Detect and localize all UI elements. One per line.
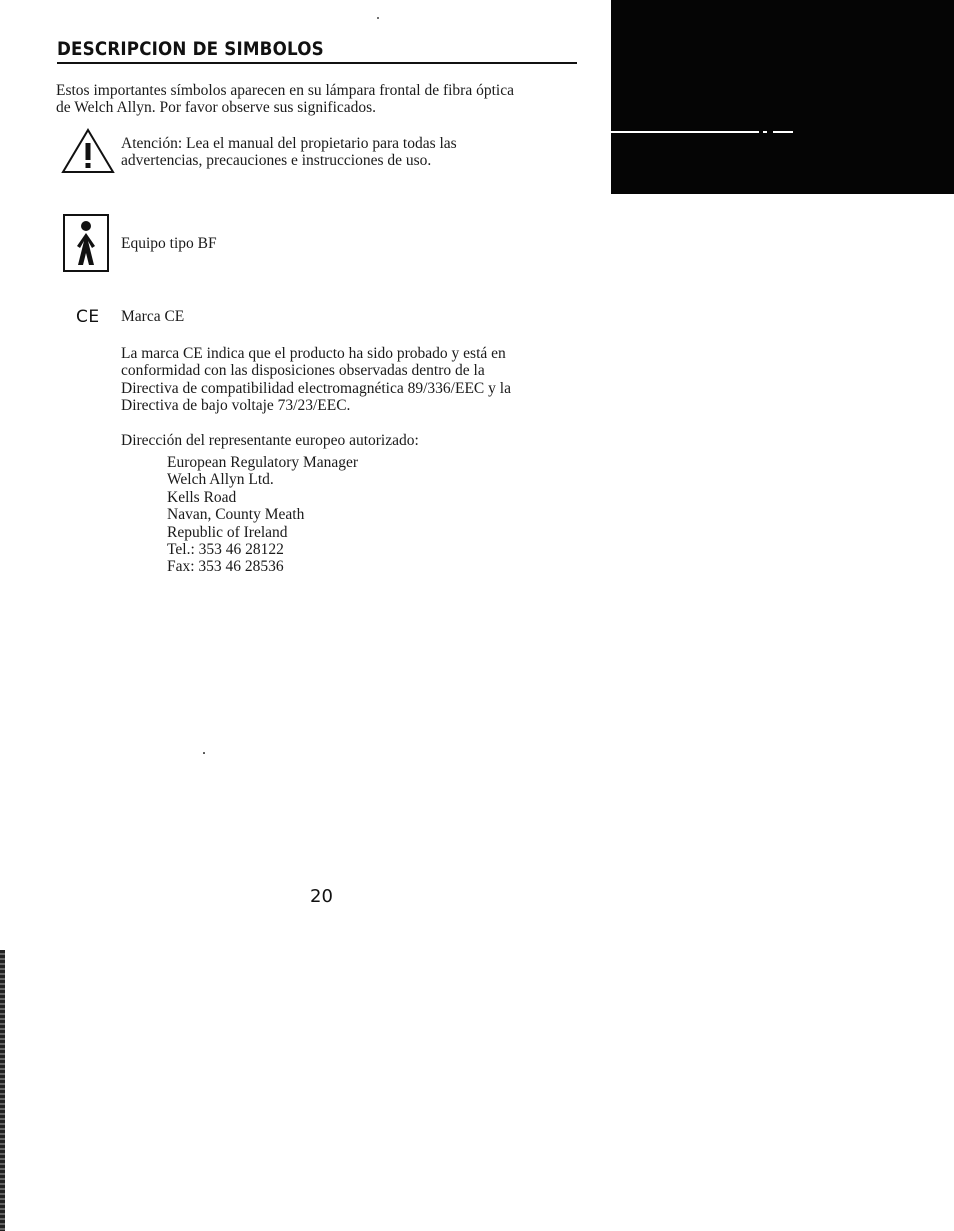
ce-label: Marca CE — [121, 308, 185, 325]
scan-speck — [377, 17, 379, 19]
warning-triangle-icon — [61, 128, 115, 174]
ce-description-line: La marca CE indica que el producto ha sido probado y está en — [121, 345, 506, 362]
scan-edge — [0, 950, 5, 1231]
title-underline — [57, 62, 577, 64]
tab-rule — [611, 131, 759, 133]
representative-address — [167, 454, 358, 576]
warning-line: advertencias, precauciones e instrucciones de uso. — [121, 152, 432, 170]
tab-rule-dot — [763, 131, 767, 133]
page-number: 20 — [310, 886, 333, 907]
bf-label: Equipo tipo BF — [121, 235, 217, 252]
address-line: Fax: 353 46 28536 — [167, 558, 284, 576]
ce-description-line: Directiva de bajo voltaje 73/23/EEC. — [121, 397, 351, 415]
page-title: DESCRIPCION DE SIMBOLOS — [57, 38, 324, 60]
scan-speck — [203, 752, 205, 754]
tab-rule-short — [773, 131, 793, 133]
type-bf-person-icon — [63, 214, 109, 272]
warning-line: Atención: Lea el manual del propietario para todas las — [121, 135, 457, 152]
address-line: Republic of Ireland — [167, 523, 288, 541]
ce-description-line: conformidad con las disposiciones observadas dentro de la — [121, 362, 485, 380]
address-line: European Regulatory Manager — [167, 454, 359, 471]
ce-description-line: Directiva de compatibilidad electromagnética 89/336/EEC y la — [121, 379, 511, 397]
ce-mark-icon: CE — [76, 307, 100, 327]
intro-line: Estos importantes símbolos aparecen en su lámpara frontal de fibra óptica — [56, 82, 514, 99]
intro-line: de Welch Allyn. Por favor observe sus significados. — [56, 99, 377, 117]
intro-paragraph — [56, 82, 586, 117]
representative-label: Dirección del representante europeo autorizado: — [121, 432, 419, 449]
warning-description — [121, 135, 591, 170]
address-line: Welch Allyn Ltd. — [167, 471, 274, 489]
address-line: Tel.: 353 46 28122 — [167, 541, 284, 559]
address-line: Navan, County Meath — [167, 506, 305, 524]
address-line: Kells Road — [167, 488, 237, 506]
section-tab — [611, 0, 954, 194]
ce-description — [121, 345, 571, 415]
